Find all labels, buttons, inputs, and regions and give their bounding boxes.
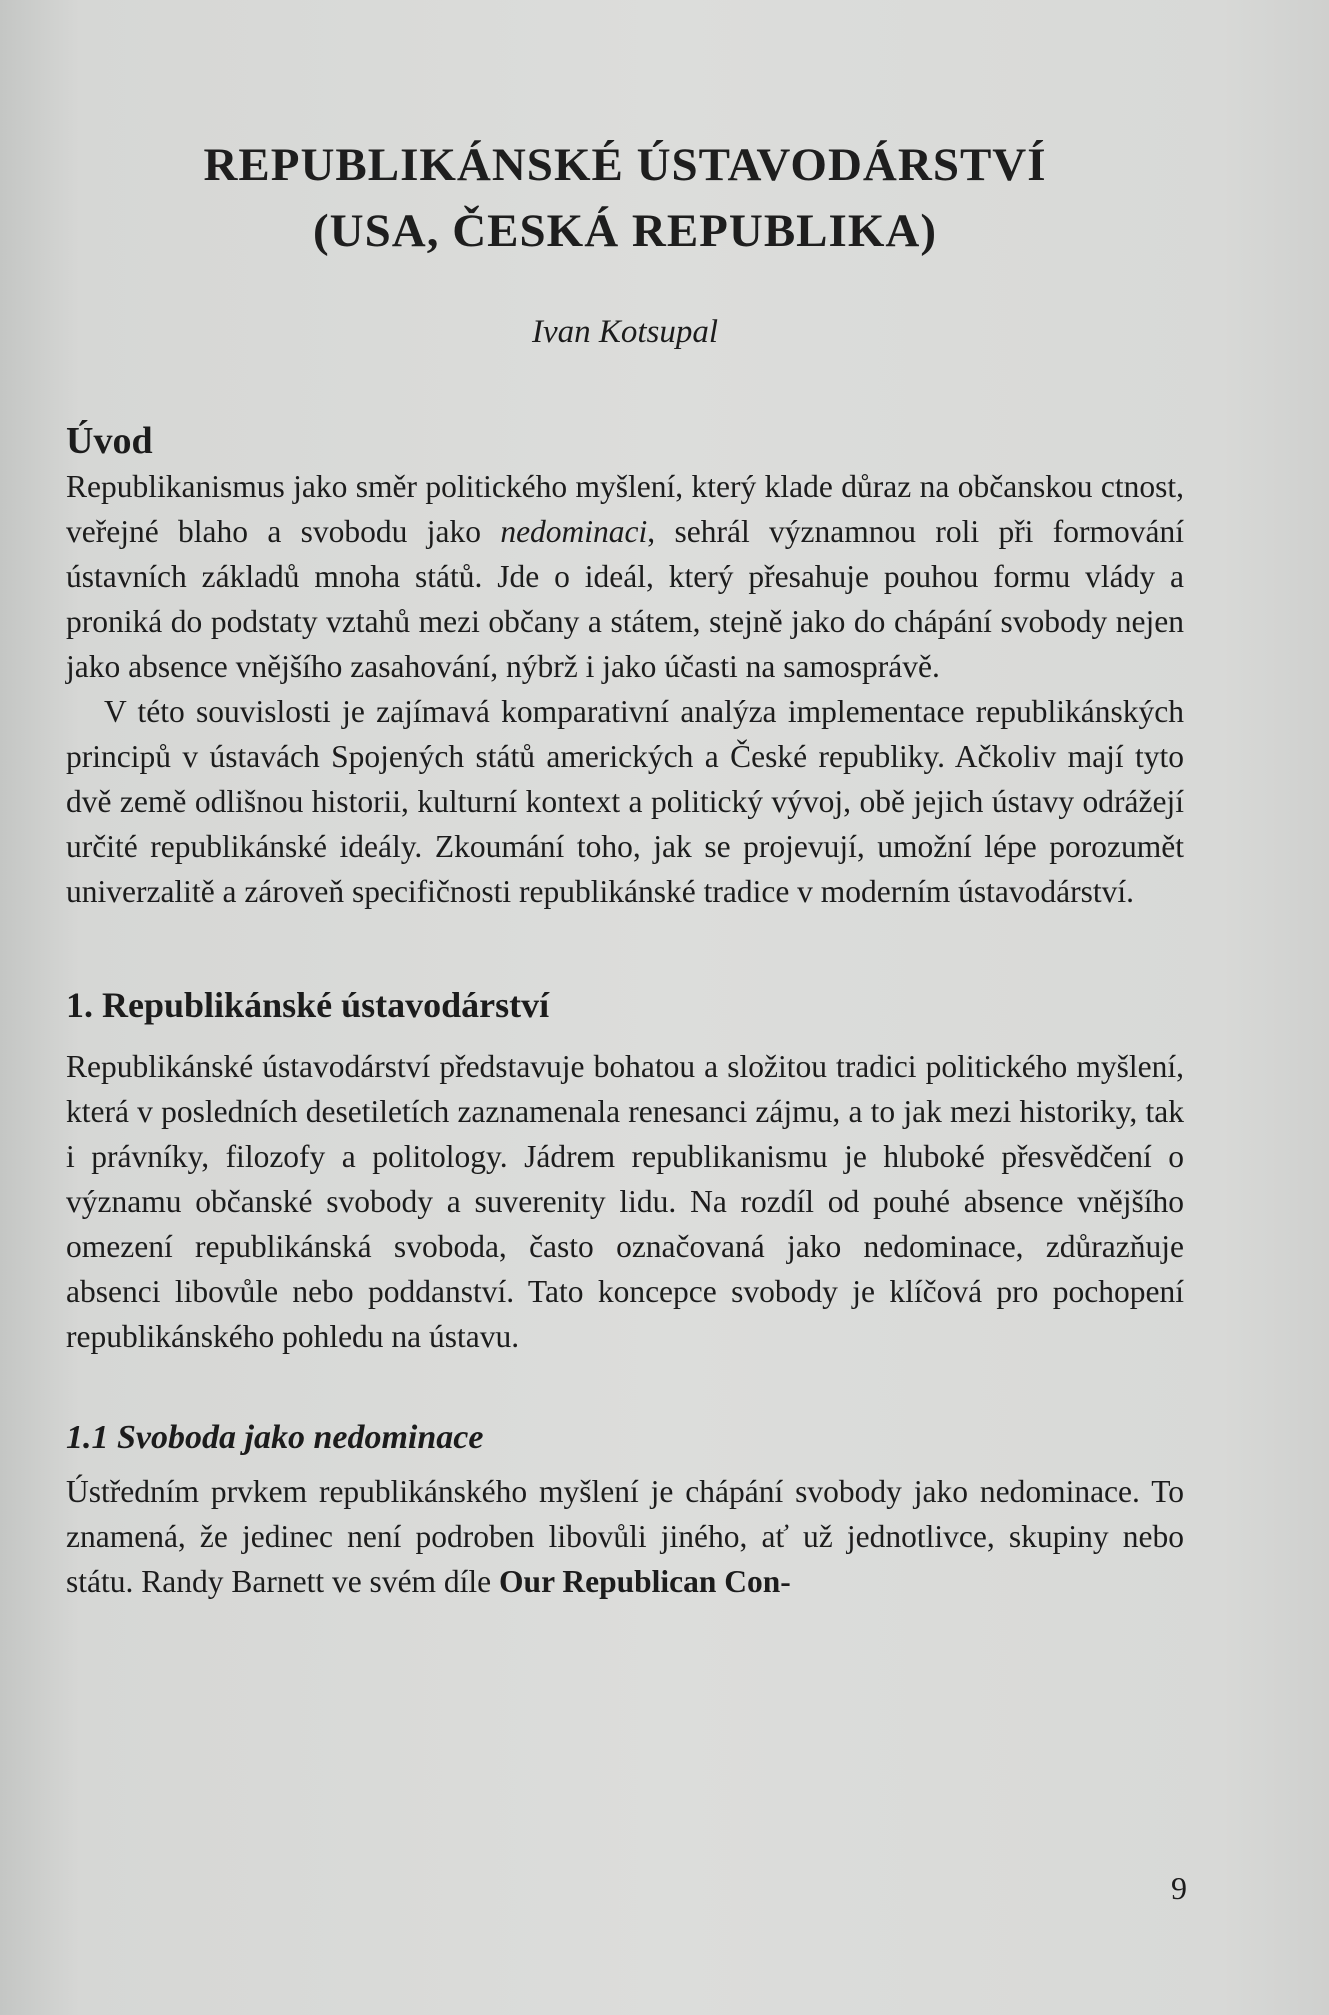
chapter-title-line-2: (USA, ČESKÁ REPUBLIKA) [313, 205, 937, 257]
chapter-title [66, 132, 1184, 264]
subsection-1-1-paragraph [66, 1469, 1184, 1604]
intro-p1-text-b: , sehrál významnou roli při formování ústavních základů mnoha států. Jde o ideál, který přesahuje pouhou formu vlády a proniká do podstaty vztahů mezi občany a státem, stejně jako do chápání svobody nejen jako absence vnějšího zasahování, nýbrž i jako účasti na samosprávě. [66, 514, 1184, 684]
author-name: Ivan Kotsupal [531, 314, 719, 350]
section-1-heading: 1. Republikánské ústavodárství [66, 985, 550, 1025]
section-1-paragraph: Republikánské ústavodárství představuje bohatou a složitou tradici politického myšlení, která v posledních desetiletích zaznamenala renesanci zájmu, a to jak mezi historiky, tak i právníky, filozofy a politology. Jádrem republikanismu je hluboké přesvědčení o významu občanské svobody a suverenity lidu. Na rozdíl od pouhé absence vnějšího omezení republikánská svoboda, často označovaná jako nedominace, zdůrazňuje absenci libovůle nebo poddanství. Tato koncepce svobody je klíčová pro pochopení republikánského pohledu na ústavu. [66, 1049, 1184, 1354]
subsection-1-1-heading: 1.1 Svoboda jako nedominace [66, 1419, 484, 1456]
intro-heading: Úvod [66, 420, 153, 462]
intro-p1-text-a: Republikanismus jako směr politického myšlení, který klade důraz na občanskou ctnost, veřejné blaho a svobodu jako [66, 469, 1184, 549]
intro-p1-emphasis: nedominaci [500, 514, 648, 549]
intro-paragraph-2: V této souvislosti je zajímavá komparativní analýza implementace republikánských principů v ústavách Spojených států amerických a České republiky. Ačkoliv mají tyto dvě země odlišnou historii, kulturní kontext a politický vývoj, obě jejich ústavy odrážejí určité republikánské ideály. Zkoumání toho, jak se projevují, umožní lépe porozumět univerzalitě a zároveň specifičnosti republikánské tradice v moderním ústavodárství. [66, 694, 1184, 909]
page-content [66, 132, 1184, 1604]
book-title-reference: Our Republican Con- [499, 1564, 791, 1599]
subsection-1-1-text: Ústředním prvkem republikánského myšlení je chápání svobody jako nedominace. To znamená, že jedinec není podroben libovůli jiného, ať už jednotlivce, skupiny nebo státu. Randy Barnett ve svém díle [66, 1474, 1184, 1599]
intro-paragraph-1 [66, 464, 1184, 689]
page-number: 9 [1171, 1870, 1187, 1906]
chapter-title-line-1: REPUBLIKÁNSKÉ ÚSTAVODÁRSTVÍ [203, 139, 1047, 191]
